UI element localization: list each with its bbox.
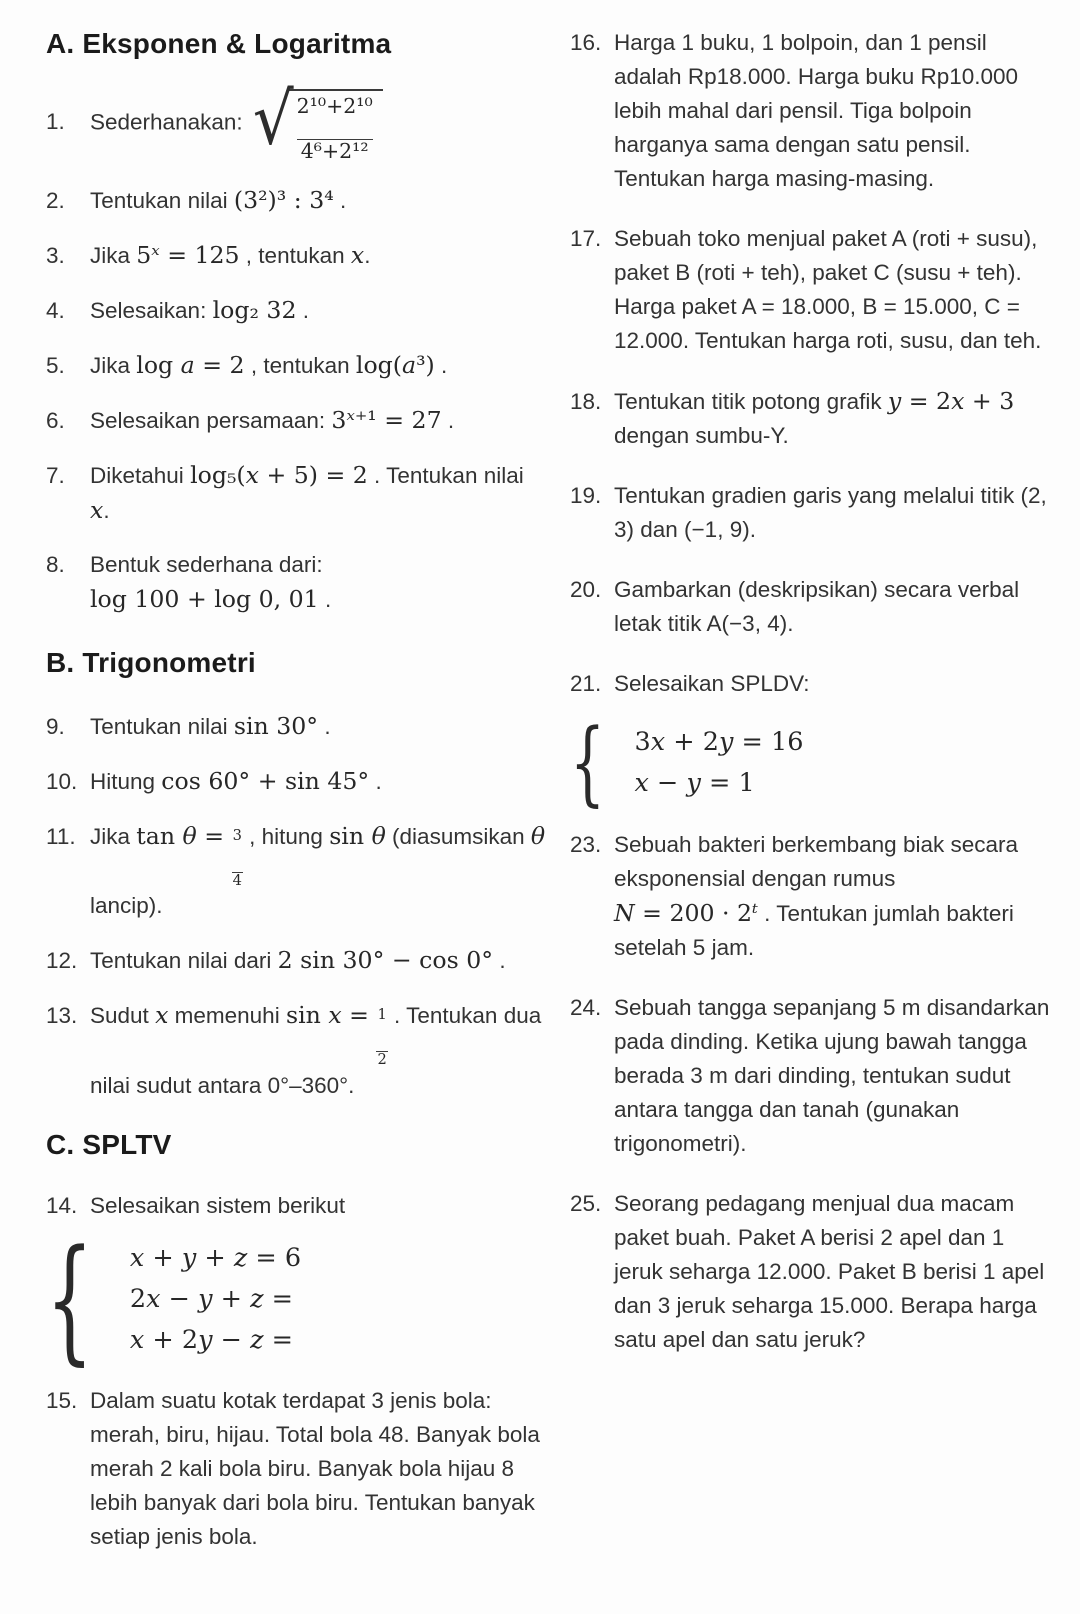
item-number: 20.	[570, 577, 602, 602]
problem-item-1	[46, 78, 546, 163]
math-expression: cos 60° + sin 45°	[161, 766, 370, 795]
item-text: Selesaikan sistem berikut	[90, 1192, 346, 1218]
problem-item-18	[570, 384, 1056, 453]
math-expression: N = 200 · 2ᵗ	[614, 898, 758, 927]
column-left	[46, 26, 546, 1574]
problem-item-20	[570, 573, 1056, 641]
math-expression: 2¹⁰+2¹⁰	[296, 94, 373, 118]
item-text: Jika 5ˣ = 125 , tentukan x.	[90, 240, 371, 269]
math-expression: tan θ =	[136, 821, 232, 850]
radicand	[289, 89, 383, 163]
item-text: Tentukan titik potong grafik y = 2x + 3 dengan sumbu-Y.	[614, 387, 1015, 448]
item-text: Bentuk sederhana dari: log 100 + log 0, 01 .	[90, 551, 332, 613]
math-expression: x	[90, 495, 104, 524]
item-number: 6.	[46, 407, 65, 433]
item-number: 21.	[570, 671, 602, 696]
equation-line	[635, 768, 804, 800]
item-number: 14.	[46, 1192, 78, 1218]
item-number: 5.	[46, 352, 65, 378]
problem-item-12	[46, 943, 546, 978]
item-number: 11.	[46, 823, 76, 849]
item-number: 25.	[570, 1190, 602, 1216]
math-expression: sin x =	[285, 1001, 377, 1030]
problem-item-19	[570, 479, 1056, 547]
problem-item-2	[46, 183, 546, 218]
item-text: Gambarkan (deskripsikan) secara verbal letak titik A(−3, 4).	[614, 577, 1020, 636]
math-expression: (3²)³ : 3⁴	[233, 185, 334, 214]
problem-item-13	[46, 998, 546, 1102]
equation-line	[130, 1284, 301, 1316]
math-expression: y = 2x + 3	[887, 387, 1015, 415]
problem-item-6	[46, 403, 546, 438]
item-number: 2.	[46, 187, 65, 213]
math-expression: 5ˣ = 125	[136, 240, 240, 269]
item-text: Selesaikan: log₂ 32 .	[90, 295, 309, 324]
left-brace: {	[570, 709, 606, 817]
fraction	[297, 95, 373, 163]
item-number: 15.	[46, 1388, 78, 1414]
item-text: Jika log a = 2 , tentukan log(a³) .	[90, 350, 448, 379]
item-text: Selesaikan persamaan: 3ˣ⁺¹ = 27 .	[90, 405, 455, 434]
problem-item-10	[46, 764, 546, 799]
problem-item-14	[46, 1189, 546, 1223]
equation-line	[130, 1325, 301, 1357]
math-expression: 3x + 2y = 16	[634, 727, 804, 757]
math-expression: 2	[377, 1051, 387, 1069]
problem-item-5	[46, 348, 546, 383]
item-text: Dalam suatu kotak terdapat 3 jenis bola: merah, biru, hijau. Total bola 48. Banyak bola merah 2 kali bola biru. Banyak bola hijau 8 lebih banyak dari bola biru. Tentukan banyak setiap jenis bola.	[90, 1388, 540, 1550]
math-expression: 2x − y + z =	[129, 1283, 294, 1314]
fraction	[376, 1007, 387, 1069]
column-right	[570, 26, 1056, 1574]
fraction-numerator	[376, 1007, 387, 1051]
item-number: 13.	[46, 1003, 78, 1029]
math-expression: x + 2y − z =	[129, 1324, 294, 1355]
math-expression: 4	[232, 871, 242, 889]
problem-item-4	[46, 293, 546, 328]
section-heading-c: C. SPLTV	[46, 1128, 172, 1160]
item-number: 7.	[46, 462, 65, 488]
fraction-denominator	[297, 139, 373, 163]
item-text: Sebuah bakteri berkembang biak secara eksponensial dengan rumus N = 200 · 2ᵗ . Tentukan jumlah bakteri setelah 5 jam.	[614, 831, 1019, 960]
item-text: Sebuah toko menjual paket A (roti + susu), paket B (roti + teh), paket C (susu + teh). Harga paket A = 18.000, B = 15.000, C = 12.000. Tentukan harga roti, susu, dan teh.	[614, 226, 1042, 353]
math-expression: 4⁶+2¹²	[300, 139, 369, 163]
item-text: Hitung cos 60° + sin 45° .	[90, 766, 382, 795]
problem-item-3	[46, 238, 546, 273]
item-number: 16.	[570, 30, 602, 55]
section-heading-a: A. Eksponen & Logaritma	[46, 28, 392, 59]
problem-item-21	[570, 667, 1056, 701]
item-text: Seorang pedagang menjual dua macam paket buah. Paket A berisi 2 apel dan 1 jeruk seharga 12.000. Paket B berisi 1 apel dan 3 jeruk seharga 15.000. Berapa harga satu apel dan satu jeruk?	[614, 1190, 1045, 1352]
item-number: 10.	[46, 768, 78, 794]
item-text: Tentukan nilai (3²)³ : 3⁴ .	[90, 185, 347, 214]
math-expression: log 100 + log 0, 01	[90, 584, 319, 613]
problem-item-8	[46, 548, 546, 617]
math-expression: log a = 2	[136, 350, 245, 379]
problem-item-24	[570, 991, 1056, 1161]
system-21	[570, 709, 1056, 817]
item-text: Tentukan gradien garis yang melalui titik (2, 3) dan (−1, 9).	[614, 483, 1047, 542]
math-expression: log(a³)	[355, 350, 435, 379]
math-expression: 1	[377, 1006, 387, 1024]
fraction-numerator	[232, 828, 243, 872]
problem-item-16	[570, 26, 1056, 196]
problem-item-17	[570, 222, 1056, 358]
math-expression: x	[350, 240, 365, 269]
item-number: 1.	[46, 109, 65, 135]
item-text: Sebuah tangga sepanjang 5 m disandarkan pada dinding. Ketika ujung bawah tangga berada 3 m dari dinding, tentukan sudut antara tangga dan tanah (gunakan trigonometri).	[614, 994, 1050, 1156]
system-14	[46, 1221, 546, 1379]
math-expression: x	[155, 1001, 169, 1030]
item-text: Jika tan θ = $\frac{3}{4}$ , hitung sin θ (diasumsikan θ lancip).	[90, 821, 546, 919]
item-number: 4.	[46, 297, 65, 323]
math-expression: 3	[232, 826, 242, 844]
problem-item-11	[46, 819, 546, 923]
fraction-denominator	[376, 1051, 387, 1069]
item-text: Sederhanakan: √ 2¹⁰+2¹⁰ 4⁶+2¹²	[90, 84, 546, 163]
item-number: 19.	[570, 483, 602, 508]
fraction-numerator	[297, 95, 373, 139]
item-text: Sudut x memenuhi sin x = $\frac{1}{2}$ . Tentukan dua nilai sudut antara 0°–360°.	[90, 1001, 542, 1098]
item-text: Tentukan nilai sin 30° .	[90, 711, 331, 740]
item-text: Selesaikan SPLDV:	[614, 671, 810, 696]
problem-item-9	[46, 709, 546, 744]
math-expression: x + y + z = 6	[129, 1242, 302, 1273]
section-heading-b: B. Trigonometri	[46, 646, 256, 678]
math-expression: θ	[530, 821, 546, 850]
item-number: 23.	[570, 831, 602, 857]
item-number: 9.	[46, 713, 65, 739]
math-expression: log₅(x + 5) = 2	[190, 460, 368, 489]
problem-item-25	[570, 1187, 1056, 1357]
equation-line	[635, 727, 804, 759]
item-number: 8.	[46, 551, 65, 577]
left-brace: {	[46, 1221, 94, 1379]
fraction	[232, 828, 243, 890]
item-number: 12.	[46, 948, 78, 974]
item-text: Harga 1 buku, 1 bolpoin, dan 1 pensil adalah Rp18.000. Harga buku Rp10.000 lebih mahal dari pensil. Tiga bolpoin harganya sama dengan satu pensil. Tentukan harga masing-masing.	[614, 30, 1019, 191]
problem-item-23	[570, 828, 1056, 965]
item-number: 24.	[570, 994, 602, 1020]
equation-list	[635, 727, 804, 800]
square-root	[252, 78, 383, 163]
math-expression: 2 sin 30° − cos 0°	[277, 946, 494, 975]
item-number: 3.	[46, 242, 65, 268]
math-expression: x − y = 1	[634, 767, 755, 798]
problem-item-7	[46, 458, 546, 528]
item-text: Diketahui log₅(x + 5) = 2 . Tentukan nilai x.	[90, 460, 524, 524]
radical-sign: √	[252, 78, 294, 162]
item-number: 17.	[570, 226, 602, 251]
equation-list	[130, 1243, 301, 1357]
math-expression: sin 30°	[233, 711, 319, 740]
equation-line	[130, 1243, 301, 1275]
math-expression: 3ˣ⁺¹ = 27	[331, 405, 442, 434]
problem-item-15	[46, 1384, 546, 1554]
math-expression: sin θ	[329, 821, 386, 850]
math-expression: log₂ 32	[212, 295, 297, 324]
fraction-denominator	[232, 872, 243, 890]
item-number: 18.	[570, 389, 602, 414]
item-text: Tentukan nilai dari 2 sin 30° − cos 0° .	[90, 946, 506, 975]
